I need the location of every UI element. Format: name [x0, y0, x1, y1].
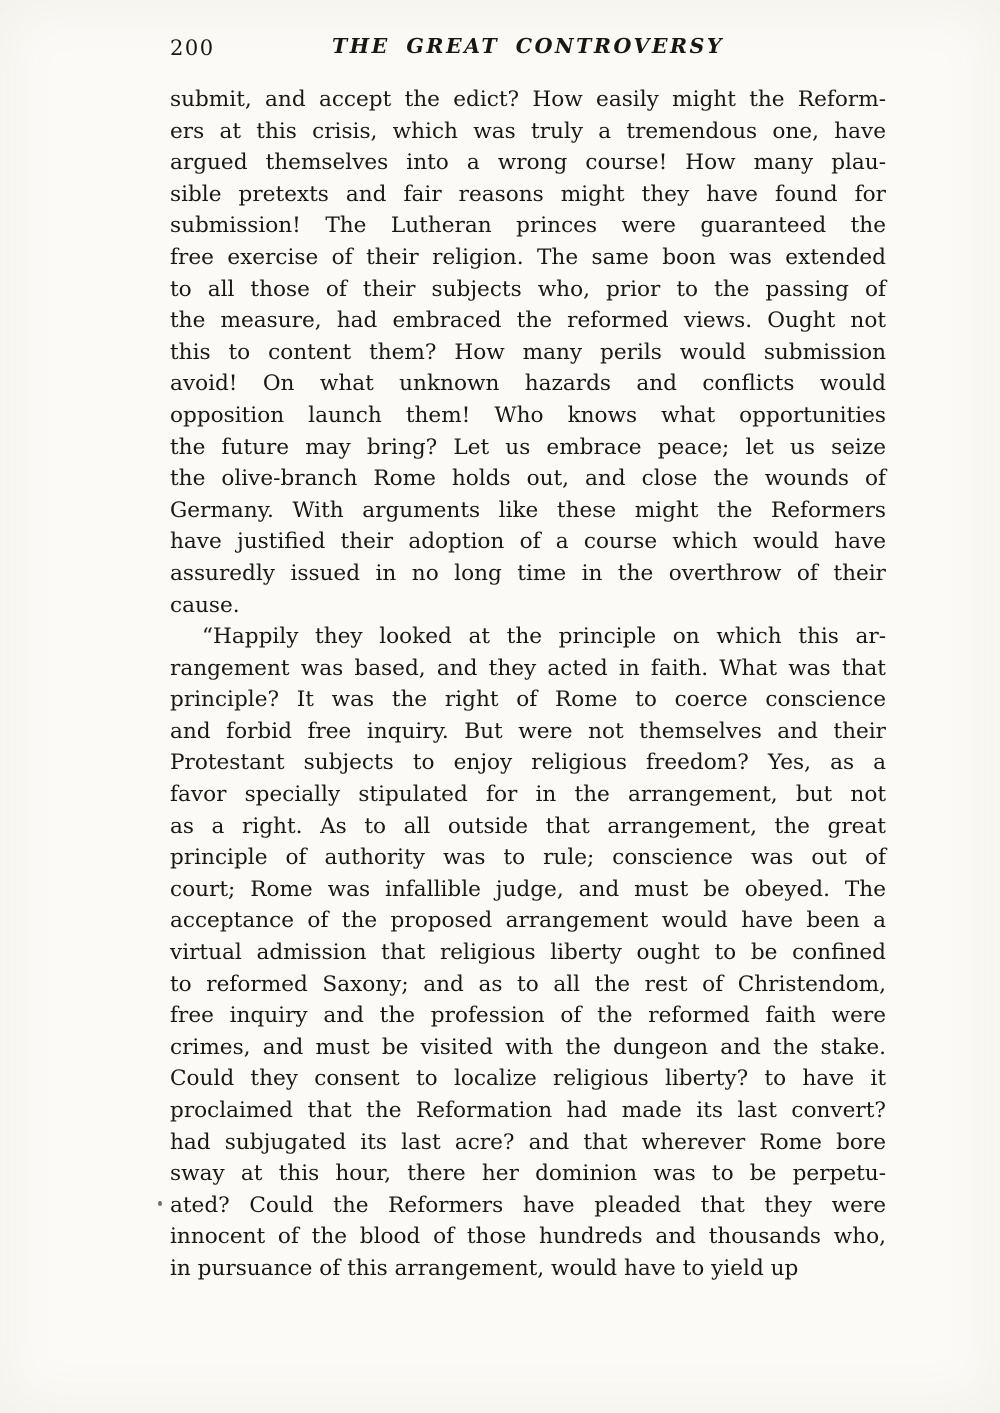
- text-line: had subjugated its last acre? and that wherever Rome bore: [170, 1129, 886, 1155]
- text-line: free inquiry and the profession of the reformed faith were: [170, 1003, 886, 1029]
- running-title: THE GREAT CONTROVERSY: [332, 34, 724, 58]
- text-line: court; Rome was infallible judge, and must be obeyed. The: [170, 876, 886, 902]
- text-line: cause.: [170, 592, 240, 618]
- paragraph: [170, 84, 886, 621]
- text-line: opposition launch them! Who knows what opportunities: [170, 402, 886, 428]
- text-line: Germany. With arguments like these might the Reformers: [170, 497, 886, 523]
- scan-artifact-dot: [158, 1201, 162, 1206]
- page-header: [170, 34, 886, 68]
- paragraph: [170, 621, 886, 1284]
- text-line: argued themselves into a wrong course! How many plau-: [170, 150, 886, 176]
- text-line: principle of authority was to rule; conscience was out of: [170, 845, 886, 871]
- text-line: free exercise of their religion. The same boon was extended: [170, 244, 886, 270]
- text-line: sway at this hour, there her dominion was to be perpetu-: [170, 1161, 886, 1187]
- text-line: in pursuance of this arrangement, would have to yield up: [170, 1255, 799, 1281]
- text-line: and forbid free inquiry. But were not themselves and their: [170, 718, 886, 744]
- text-line: submit, and accept the edict? How easily might the Reform-: [170, 87, 886, 112]
- text-line: as a right. As to all outside that arrangement, the great: [170, 813, 886, 839]
- text-block: [170, 84, 886, 1285]
- text-line: ers at this crisis, which was truly a tremendous one, have: [170, 118, 886, 144]
- text-line: avoid! On what unknown hazards and conflicts would: [170, 371, 886, 397]
- text-line: have justified their adoption of a course which would have: [170, 529, 886, 555]
- text-line: acceptance of the proposed arrangement would have been a: [170, 908, 886, 934]
- text-line: proclaimed that the Reformation had made its last convert?: [170, 1098, 886, 1123]
- text-line: ated? Could the Reformers have pleaded that they were: [170, 1192, 886, 1218]
- text-line: Protestant subjects to enjoy religious freedom? Yes, as a: [170, 750, 886, 776]
- page-number: 200: [170, 36, 215, 60]
- text-line: crimes, and must be visited with the dungeon and the stake.: [170, 1034, 886, 1060]
- text-line: the future may bring? Let us embrace peace; let us seize: [170, 434, 886, 460]
- text-line: to all those of their subjects who, prior to the passing of: [170, 276, 886, 302]
- text-line: “Happily they looked at the principle on which this ar-: [202, 624, 886, 650]
- text-line: the measure, had embraced the reformed views. Ought not: [170, 308, 886, 334]
- text-line: rangement was based, and they acted in faith. What was that: [170, 655, 886, 681]
- text-line: sible pretexts and fair reasons might they have found for: [170, 181, 886, 207]
- text-line: virtual admission that religious liberty ought to be confined: [170, 940, 886, 966]
- text-line: submission! The Lutheran princes were guaranteed the: [170, 213, 886, 239]
- text-line: assuredly issued in no long time in the overthrow of their: [170, 560, 886, 586]
- text-line: principle? It was the right of Rome to coerce conscience: [170, 687, 886, 713]
- text-line: innocent of the blood of those hundreds and thousands who,: [170, 1224, 886, 1250]
- text-line: to reformed Saxony; and as to all the rest of Christendom,: [170, 971, 886, 997]
- text-line: the olive-branch Rome holds out, and close the wounds of: [170, 466, 886, 492]
- text-line: Could they consent to localize religious liberty? to have it: [170, 1066, 886, 1092]
- text-line: this to content them? How many perils would submission: [170, 339, 886, 365]
- text-line: favor specially stipulated for in the arrangement, but not: [170, 782, 886, 808]
